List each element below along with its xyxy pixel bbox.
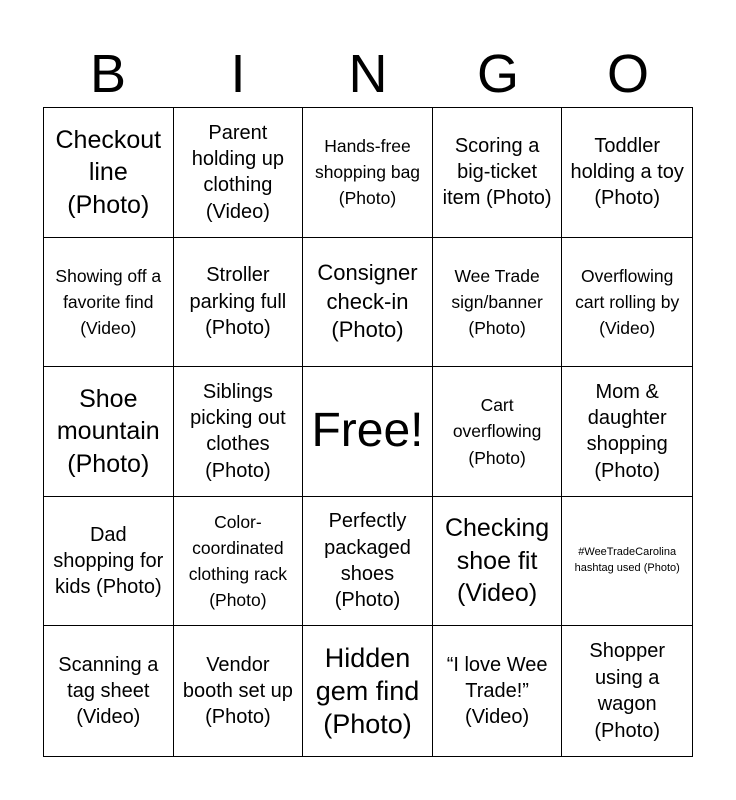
cell-text: “I love Wee Trade!” (Video)	[446, 653, 548, 729]
bingo-cell[interactable]	[174, 497, 304, 627]
cell-text: Scoring a big-ticket item (Photo)	[442, 134, 552, 210]
bingo-cell[interactable]	[433, 238, 563, 368]
bingo-cell[interactable]	[44, 108, 174, 238]
bingo-cell[interactable]	[303, 626, 433, 756]
cell-text: Shopper using a wagon (Photo)	[589, 640, 665, 742]
bingo-cell[interactable]	[303, 497, 433, 627]
bingo-cell[interactable]	[433, 367, 563, 497]
header-letter-n: N	[348, 44, 388, 104]
bingo-header	[43, 40, 693, 108]
cell-text: Vendor booth set up (Photo)	[182, 653, 293, 729]
cell-text: Scanning a tag sheet (Video)	[58, 653, 159, 729]
header-letter-o: O	[606, 44, 649, 104]
bingo-cell[interactable]	[562, 238, 692, 368]
cell-text: Stroller parking full (Photo)	[189, 264, 287, 340]
cell-text: #WeeTradeCarolina hashtag used (Photo)	[574, 546, 680, 575]
cell-text: Hands-free shopping bag (Photo)	[314, 135, 421, 209]
bingo-cell[interactable]	[562, 626, 692, 756]
cell-text: Perfectly packaged shoes (Photo)	[324, 510, 411, 612]
bingo-cell[interactable]	[562, 108, 692, 238]
bingo-cell[interactable]	[303, 238, 433, 368]
cell-text: Hidden gem find (Photo)	[315, 642, 420, 739]
bingo-free-space[interactable]	[303, 367, 433, 497]
bingo-cell[interactable]	[433, 108, 563, 238]
bingo-cell[interactable]	[562, 367, 692, 497]
header-letter-i: I	[230, 44, 246, 104]
bingo-card-grid	[43, 107, 693, 757]
bingo-cell[interactable]	[433, 497, 563, 627]
bingo-cell[interactable]	[433, 626, 563, 756]
bingo-cell[interactable]	[174, 367, 304, 497]
cell-text: Checkout line (Photo)	[55, 125, 162, 219]
free-space-text: Free!	[311, 404, 424, 458]
cell-text: Wee Trade sign/banner (Photo)	[451, 265, 543, 339]
bingo-cell[interactable]	[174, 238, 304, 368]
bingo-cell[interactable]	[303, 108, 433, 238]
cell-text: Parent holding up clothing (Video)	[191, 121, 285, 223]
bingo-cell[interactable]	[44, 238, 174, 368]
bingo-cell[interactable]	[562, 497, 692, 627]
bingo-cell[interactable]	[44, 497, 174, 627]
cell-text: Consigner check-in (Photo)	[317, 260, 418, 343]
cell-text: Toddler holding a toy (Photo)	[570, 134, 684, 210]
cell-text: Mom & daughter shopping (Photo)	[586, 380, 668, 482]
bingo-cell[interactable]	[174, 108, 304, 238]
cell-text: Overflowing cart rolling by (Video)	[575, 265, 680, 339]
cell-text: Shoe mountain (Photo)	[56, 384, 160, 478]
bingo-cell[interactable]	[44, 626, 174, 756]
cell-text: Siblings picking out clothes (Photo)	[190, 380, 286, 482]
header-letter-b: B	[89, 44, 127, 104]
cell-text: Dad shopping for kids (Photo)	[53, 523, 164, 599]
header-letter-g: G	[476, 44, 519, 104]
bingo-cell[interactable]	[44, 367, 174, 497]
cell-text: Cart overflowing (Photo)	[452, 395, 542, 468]
cell-text: Color-coordinated clothing rack (Photo)	[188, 511, 288, 611]
cell-text: Checking shoe fit (Video)	[444, 514, 550, 608]
cell-text: Showing off a favorite find (Video)	[55, 265, 162, 339]
bingo-cell[interactable]	[174, 626, 304, 756]
